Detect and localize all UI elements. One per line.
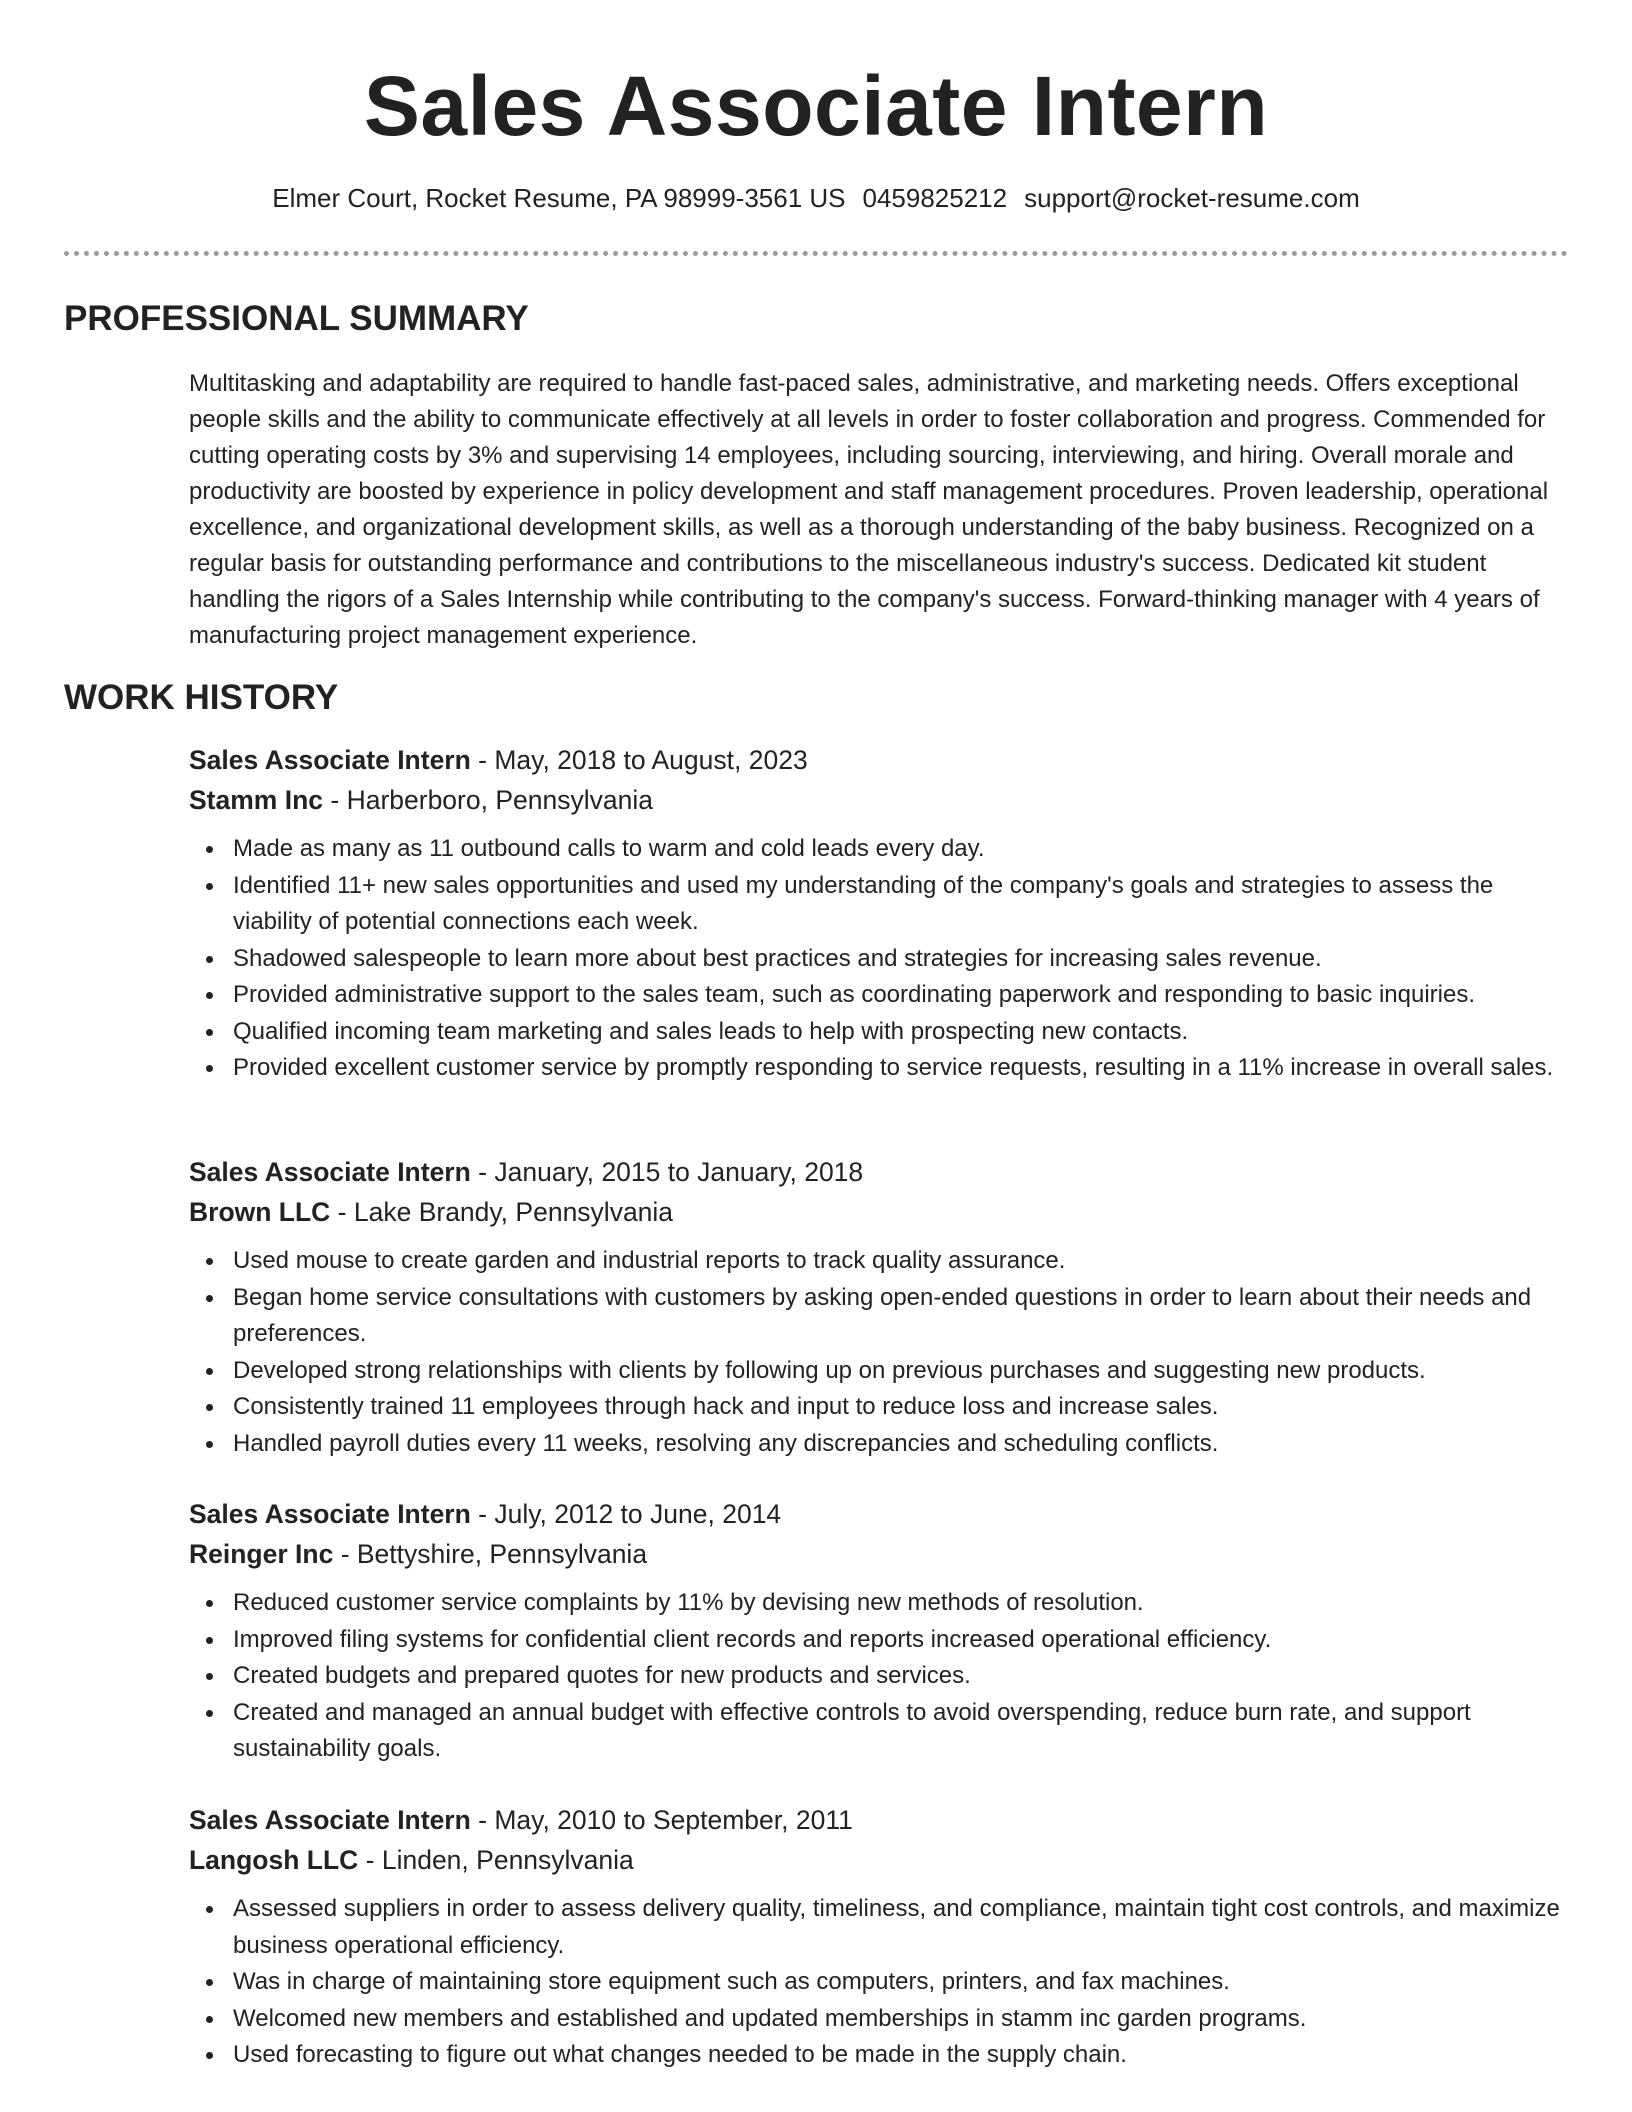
job-company-line	[189, 1840, 1569, 1880]
job-company: Reinger Inc	[189, 1539, 334, 1569]
candidate-name: Sales Associate Intern	[363, 59, 1269, 153]
contact-address: Elmer Court, Rocket Resume, PA 98999-3561 US	[272, 183, 846, 213]
job-entry	[189, 740, 1569, 1087]
job-bullets	[189, 1585, 1569, 1768]
summary-text: Multitasking and adaptability are required to handle fast-paced sales, administrative, and marketing needs. Offers exceptional people skills and the ability to communicate effectively at all levels in order to foster collaboration and progress. Commended for cutting operating costs by 3% and supervising 14 employees, including sourcing, interviewing, and hiring. Overall morale and productivity are boosted by experience in policy development and staff management procedures. Proven leadership, operational excellence, and organizational development skills, as well as a thorough understanding of the baby business. Recognized on a regular basis for outstanding performance and contributions to the miscellaneous industry's success. Dedicated kit student handling the rigors of a Sales Internship while contributing to the company's success. Forward-thinking manager with 4 years of manufacturing project management experience.	[189, 370, 1549, 649]
job-entry	[189, 1800, 1569, 2074]
job-bullet: Consistently trained 11 employees through hack and input to reduce loss and increase sales.	[233, 1389, 1569, 1426]
summary-heading: PROFESSIONAL SUMMARY	[64, 299, 529, 338]
job-company: Langosh LLC	[189, 1845, 359, 1875]
job-location: - Harberboro, Pennsylvania	[323, 785, 653, 815]
header-divider	[64, 251, 1568, 256]
job-title: Sales Associate Intern	[189, 1805, 471, 1835]
job-bullet: Made as many as 11 outbound calls to warm and cold leads every day.	[233, 831, 1569, 868]
job-dates: - July, 2012 to June, 2014	[470, 1499, 782, 1529]
job-bullet: Began home service consultations with customers by asking open-ended questions in order to learn about their needs and preferences.	[233, 1280, 1569, 1353]
job-bullets	[189, 1891, 1569, 2074]
job-title-line	[189, 1800, 1569, 1840]
job-bullet: Created and managed an annual budget with effective controls to avoid overspending, reduce burn rate, and support sustainability goals.	[233, 1695, 1569, 1768]
contact-line	[0, 180, 1632, 216]
job-bullet: Reduced customer service complaints by 11% by devising new methods of resolution.	[233, 1585, 1569, 1622]
job-location: - Lake Brandy, Pennsylvania	[330, 1197, 674, 1227]
job-company: Stamm Inc	[189, 785, 324, 815]
job-title-line	[189, 1494, 1569, 1534]
job-bullets	[189, 1243, 1569, 1462]
job-bullets	[189, 831, 1569, 1087]
job-bullet: Assessed suppliers in order to assess delivery quality, timeliness, and compliance, maintain tight cost controls, and maximize business operational efficiency.	[233, 1891, 1569, 1964]
job-bullet: Developed strong relationships with clients by following up on previous purchases and suggesting new products.	[233, 1353, 1569, 1390]
job-bullet: Created budgets and prepared quotes for new products and services.	[233, 1658, 1569, 1695]
job-title: Sales Associate Intern	[189, 1157, 471, 1187]
job-dates: - May, 2010 to September, 2011	[470, 1805, 853, 1835]
job-dates: - May, 2018 to August, 2023	[470, 745, 808, 775]
job-bullet: Qualified incoming team marketing and sales leads to help with prospecting new contacts.	[233, 1014, 1569, 1051]
job-company-line	[189, 1534, 1569, 1574]
job-bullet: Was in charge of maintaining store equipment such as computers, printers, and fax machines.	[233, 1964, 1569, 2001]
work-history-heading: WORK HISTORY	[64, 678, 339, 717]
job-title-line	[189, 740, 1569, 780]
job-company-line	[189, 780, 1569, 820]
job-bullet: Shadowed salespeople to learn more about best practices and strategies for increasing sales revenue.	[233, 941, 1569, 978]
job-bullet: Improved filing systems for confidential client records and reports increased operational efficiency.	[233, 1622, 1569, 1659]
job-bullet: Identified 11+ new sales opportunities and used my understanding of the company's goals and strategies to assess the viability of potential connections each week.	[233, 868, 1569, 941]
job-bullet: Welcomed new members and established and updated memberships in stamm inc garden programs.	[233, 2001, 1569, 2038]
job-location: - Linden, Pennsylvania	[358, 1845, 634, 1875]
job-dates: - January, 2015 to January, 2018	[470, 1157, 864, 1187]
job-title: Sales Associate Intern	[189, 745, 471, 775]
contact-phone: 0459825212	[862, 183, 1008, 213]
job-title: Sales Associate Intern	[189, 1499, 471, 1529]
job-company-line	[189, 1192, 1569, 1232]
job-bullet: Used forecasting to figure out what changes needed to be made in the supply chain.	[233, 2037, 1569, 2074]
job-bullet: Handled payroll duties every 11 weeks, resolving any discrepancies and scheduling conflicts.	[233, 1426, 1569, 1463]
job-title-line	[189, 1152, 1569, 1192]
job-company: Brown LLC	[189, 1197, 331, 1227]
job-entry	[189, 1152, 1569, 1462]
contact-email: support@rocket-resume.com	[1024, 183, 1360, 213]
job-bullet: Provided excellent customer service by promptly responding to service requests, resulting in a 11% increase in overall sales.	[233, 1050, 1569, 1087]
job-location: - Bettyshire, Pennsylvania	[333, 1539, 648, 1569]
job-bullet: Used mouse to create garden and industrial reports to track quality assurance.	[233, 1243, 1569, 1280]
job-entry	[189, 1494, 1569, 1768]
job-bullet: Provided administrative support to the sales team, such as coordinating paperwork and responding to basic inquiries.	[233, 977, 1569, 1014]
